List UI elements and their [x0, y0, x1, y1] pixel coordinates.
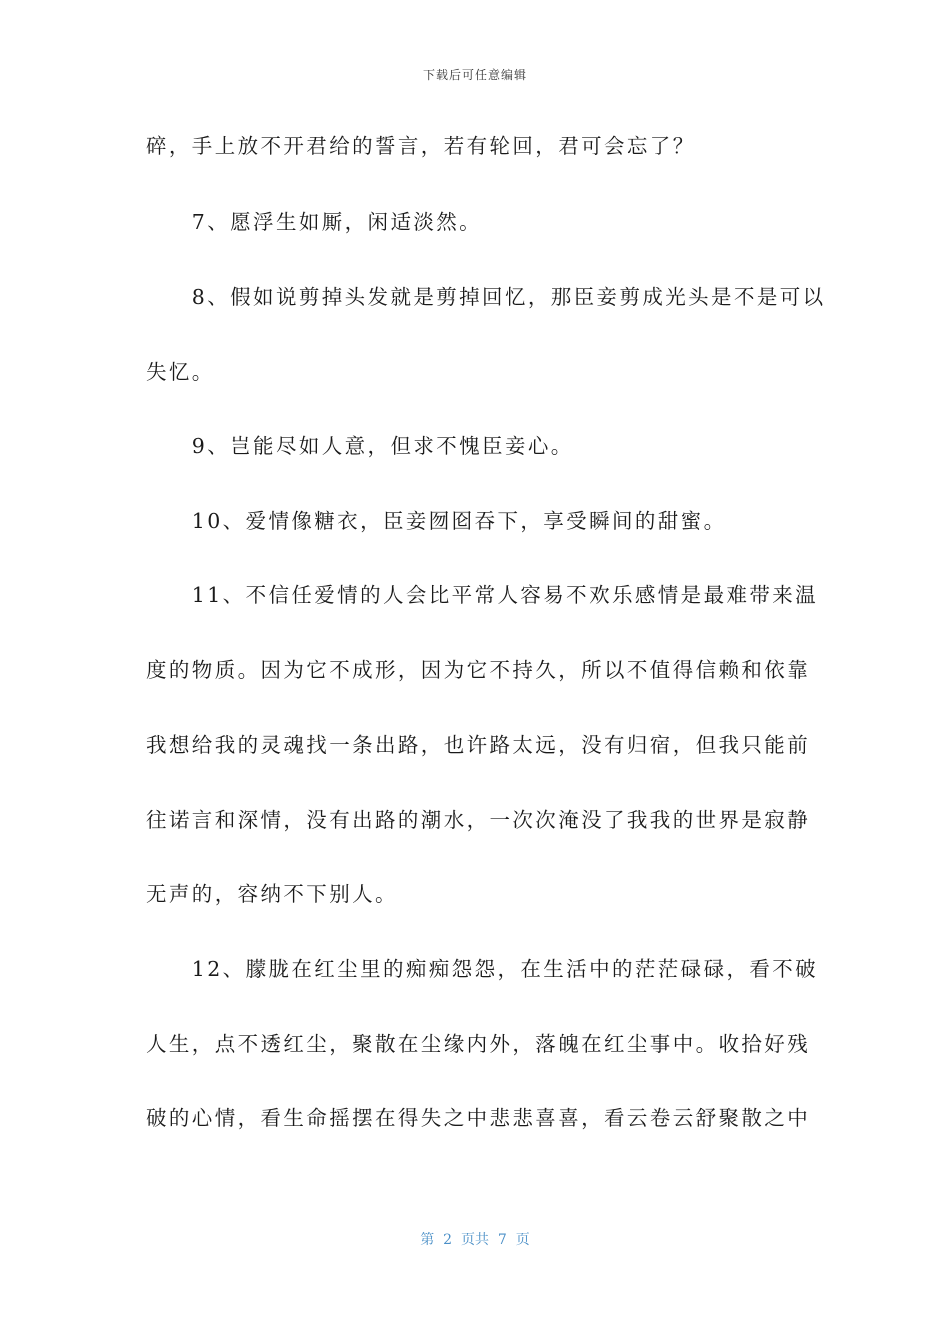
body-line-6: 10、爱情像糖衣，臣妾囫囵吞下，享受瞬间的甜蜜。: [146, 509, 727, 533]
body-line-3: 8、假如说剪掉头发就是剪掉回忆，那臣妾剪成光头是不是可以: [146, 285, 826, 309]
page-header: 下载后可任意编辑: [422, 68, 527, 82]
body-line-10: 往诺言和深情，没有出路的潮水，一次次淹没了我我的世界是寂静: [146, 808, 811, 832]
body-line-9: 我想给我的灵魂找一条出路，也许路太远，没有归宿，但我只能前: [146, 733, 811, 757]
page-footer: 第 2 页共 7 页: [420, 1232, 530, 1248]
body-line-11: 无声的，容纳不下别人。: [146, 882, 398, 906]
body-line-2: 7、愿浮生如厮，闲适淡然。: [146, 210, 483, 234]
body-line-14: 破的心情，看生命摇摆在得失之中悲悲喜喜，看云卷云舒聚散之中: [146, 1106, 811, 1130]
body-line-1: 碎，手上放不开君给的誓言，若有轮回，君可会忘了？: [146, 134, 696, 158]
body-line-4: 失忆。: [146, 360, 215, 384]
body-line-13: 人生，点不透红尘，聚散在尘缘内外，落魄在红尘事中。收拾好残: [146, 1032, 811, 1056]
body-line-5: 9、岂能尽如人意，但求不愧臣妾心。: [146, 434, 574, 458]
body-line-7: 11、不信任爱情的人会比平常人容易不欢乐感情是最难带来温: [146, 583, 819, 607]
body-line-12: 12、朦胧在红尘里的痴痴怨怨，在生活中的茫茫碌碌，看不破: [146, 957, 819, 981]
body-line-8: 度的物质。因为它不成形，因为它不持久，所以不值得信赖和依靠: [146, 658, 811, 682]
